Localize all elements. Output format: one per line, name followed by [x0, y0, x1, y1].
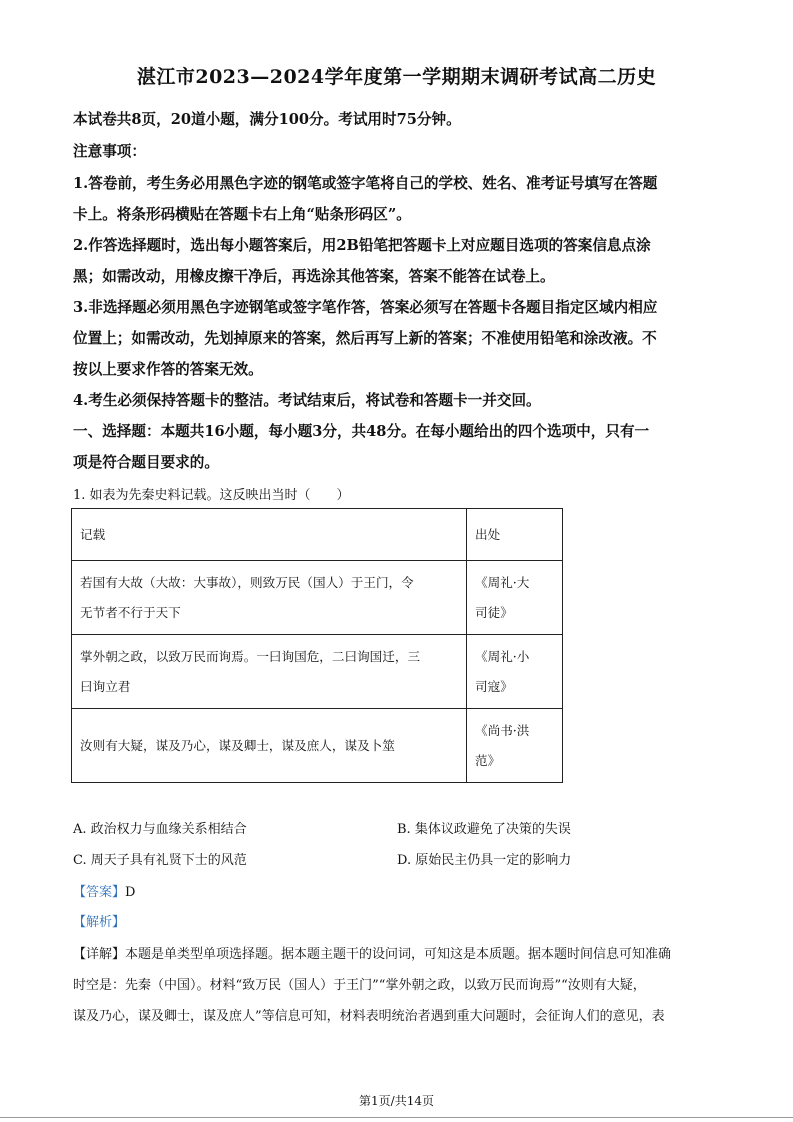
- record-cell: [72, 561, 467, 635]
- page-title: 湛江市2023—2024学年度第一学期期末调研考试高二历史: [136, 66, 657, 88]
- answer-tag: 【答案】: [73, 885, 126, 900]
- record-line: 汝则有大疑，谋及乃心，谋及卿士，谋及庶人，谋及卜筮: [80, 737, 395, 753]
- table-row: [72, 635, 563, 709]
- source-cell: [467, 561, 563, 635]
- section-heading: 一、选择题：本题共16小题，每小题3分，共48分。在每小题给出的四个选项中，只有一: [73, 423, 650, 440]
- answer-line: [73, 881, 135, 900]
- record-cell: [72, 635, 467, 709]
- analysis-tag: 【解析】: [73, 915, 126, 930]
- header-source: 出处: [467, 509, 563, 561]
- notice-line: 卡上。将条形码横贴在答题卡右上角“贴条形码区”。: [73, 206, 411, 223]
- option-b: B. 集体议政避免了决策的失误: [397, 822, 571, 837]
- detail-line: 时空是：先秦（中国）。材料“致万民（国人）于王门”“掌外朝之政，以致万民而询焉”“汝则有大疑，: [73, 978, 646, 993]
- option-d: D. 原始民主仍具一定的影响力: [397, 853, 572, 868]
- record-line: 曰询立君: [80, 678, 131, 694]
- answer-value: D: [125, 885, 136, 900]
- option-c: C. 周天子具有礼贤下士的风范: [73, 853, 247, 868]
- notice-line: 4.考生必须保持答题卡的整洁。考试结束后，将试卷和答题卡一并交回。: [73, 392, 541, 409]
- table-row: [72, 709, 563, 783]
- table-row: [72, 561, 563, 635]
- detail-line: 【详解】本题是单类型单项选择题。据本题主题干的设问词，可知这是本质题。据本题时间信息可知准确: [73, 947, 672, 962]
- source-line: 司徒》: [475, 604, 513, 620]
- source-cell: [467, 709, 563, 783]
- table-header-row: [72, 509, 563, 561]
- option-a: A. 政治权力与血缘关系相结合: [73, 822, 247, 837]
- notice-line: 2.作答选择题时，选出每小题答案后，用2B铅笔把答题卡上对应题目选项的答案信息点涂: [73, 237, 651, 254]
- notice-heading: 注意事项：: [73, 143, 146, 160]
- source-line: 《周礼·大: [475, 574, 530, 590]
- section-heading: 项是符合题目要求的。: [73, 454, 219, 471]
- source-line: 范》: [475, 752, 501, 768]
- notice-line: 按以上要求作答的答案无效。: [73, 361, 263, 378]
- record-line: 无节者不行于天下: [80, 604, 181, 620]
- intro-text: 本试卷共8页，20道小题，满分100分。考试用时75分钟。: [73, 111, 461, 128]
- page-footer: 第1页/共14页: [359, 1094, 434, 1108]
- header-record: 记载: [72, 509, 467, 561]
- notice-line: 位置上；如需改动，先划掉原来的答案，然后再写上新的答案；不准使用铅笔和涂改液。不: [73, 330, 657, 347]
- notice-line: 1.答卷前，考生务必用黑色字迹的钢笔或签字笔将自己的学校、姓名、准考证号填写在答题: [73, 175, 658, 192]
- source-line: 司寇》: [475, 678, 513, 694]
- record-line: 若国有大故（大故：大事故），则致万民（国人）于王门，令: [80, 574, 414, 590]
- source-line: 《周礼·小: [475, 648, 530, 664]
- source-table: [71, 508, 563, 783]
- question-stem: 1. 如表为先秦史料记载。这反映出当时（ ）: [73, 488, 350, 503]
- record-cell: [72, 709, 467, 783]
- source-line: 《尚书·洪: [475, 722, 530, 738]
- footer-rule: [0, 1117, 793, 1118]
- notice-line: 3.非选择题必须用黑色字迹钢笔或签字笔作答，答案必须写在答题卡各题目指定区域内相应: [73, 299, 658, 316]
- record-line: 掌外朝之政，以致万民而询焉。一曰询国危，二曰询国迁，三: [80, 648, 421, 664]
- source-cell: [467, 635, 563, 709]
- notice-line: 黑；如需改动，用橡皮擦干净后，再选涂其他答案，答案不能答在试卷上。: [73, 268, 555, 285]
- detail-line: 谋及乃心，谋及卿士，谋及庶人”等信息可知，材料表明统治者遇到重大问题时，会征询人们的意见，表: [73, 1009, 665, 1024]
